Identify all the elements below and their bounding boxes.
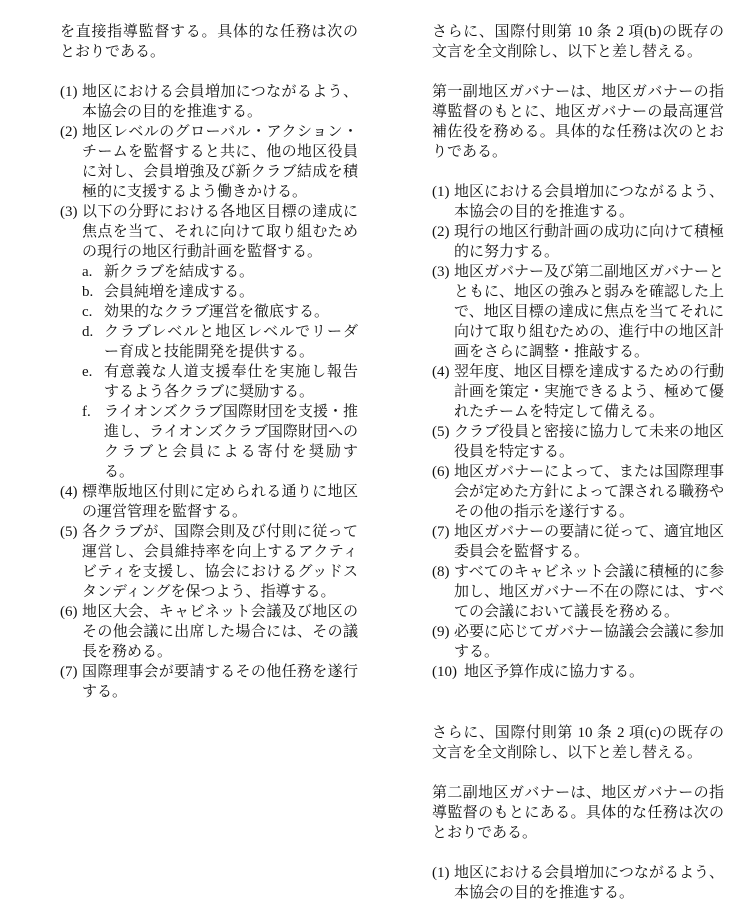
sub-item-label: c. — [82, 304, 93, 320]
item-number: (3) — [432, 264, 450, 280]
list-item — [60, 482, 358, 522]
item-text: すべてのキャビネット会議に積極的に参加し、地区ガバナー不在の際には、すべての会議において議長を務める。 — [454, 564, 724, 620]
item-number: (2) — [60, 124, 78, 140]
item-number: (1) — [432, 184, 450, 200]
list-item — [432, 562, 724, 622]
list-item — [432, 362, 724, 422]
list-item — [432, 522, 724, 562]
district-governor-duties-list — [60, 82, 358, 702]
sub-item-label: a. — [82, 264, 93, 280]
item-number: (10) — [432, 664, 457, 680]
sub-item-label: e. — [82, 364, 93, 380]
item-text: 各クラブが、国際会則及び付則に従って運営し、会員維持率を向上するアクティビティを支援し、協会におけるグッドスタンディングを保つよう、指導する。 — [82, 524, 358, 600]
amendment-b-paragraph: さらに、国際付則第 10 条 2 項(b)の既存の文言を全文削除し、以下と差し替える。 — [432, 24, 724, 60]
item-text: クラブ役員と密接に協力して未来の地区役員を特定する。 — [454, 424, 725, 460]
list-item — [432, 182, 724, 222]
item-number: (6) — [60, 604, 78, 620]
item-number: (7) — [60, 664, 78, 680]
list-item — [432, 863, 724, 903]
item-text: 地区ガバナー及び第二副地区ガバナーとともに、地区の強みと弱みを確認した上で、地区目標の達成に焦点を当てそれに向けて取り組むための、進行中の地区計画をさらに調整・推敲する。 — [454, 264, 725, 360]
list-item — [432, 462, 724, 522]
sublist-item — [60, 262, 358, 282]
sublist-item — [60, 322, 358, 362]
item-text: 必要に応じてガバナー協議会会議に参加する。 — [454, 624, 725, 660]
item-text: 翌年度、地区目標を達成するための行動計画を策定・実施できるよう、極めて優れたチームを特定して備える。 — [454, 364, 725, 420]
list-item — [432, 622, 724, 662]
sublist-item — [60, 302, 358, 322]
item-number: (3) — [60, 204, 78, 220]
list-item — [60, 82, 358, 122]
sub-item-text: 新クラブを結成する。 — [104, 264, 255, 280]
item-text: 地区大会、キャビネット会議及び地区のその他会議に出席した場合には、その議長を務める。 — [82, 604, 358, 660]
section-spacer — [432, 682, 724, 723]
second-vice-governor-duties-list — [432, 863, 724, 903]
item-text: 地区における会員増加につながるよう、本協会の目的を推進する。 — [454, 184, 724, 220]
list-item — [432, 262, 724, 362]
amendment-c-paragraph: さらに、国際付則第 10 条 2 項(c)の既存の文言を全文削除し、以下と差し替える。 — [432, 725, 724, 761]
sub-item-label: d. — [82, 324, 94, 340]
item-number: (1) — [432, 865, 450, 881]
second-vice-governor-intro: 第二副地区ガバナーは、地区ガバナーの指導監督のもとにある。具体的な任務は次のとおりである。 — [432, 785, 724, 841]
goal-areas-sublist — [60, 262, 358, 482]
item-text: 地区における会員増加につながるよう、本協会の目的を推進する。 — [454, 865, 724, 901]
sublist-item — [60, 362, 358, 402]
item-text: 地区予算作成に協力する。 — [464, 664, 645, 680]
list-item — [60, 202, 358, 482]
item-number: (9) — [432, 624, 450, 640]
item-text: 地区レベルのグローバル・アクション・チームを監督すると共に、他の地区役員に対し、会員増強及び新クラブ結成を積極的に支援するよう働きかける。 — [82, 124, 358, 200]
sub-item-text: 会員純増を達成する。 — [104, 284, 255, 300]
list-item — [60, 662, 358, 702]
sub-item-text: クラブレベルと地区レベルでリーダー育成と技能開発を提供する。 — [104, 324, 358, 360]
item-text: 地区ガバナーによって、または国際理事会が定めた方針によって課される職務やその他の指示を遂行する。 — [454, 464, 725, 520]
item-number: (1) — [60, 84, 78, 100]
item-number: (5) — [432, 424, 450, 440]
item-number: (6) — [432, 464, 450, 480]
item-number: (8) — [432, 564, 450, 580]
item-text: 国際理事会が要請するその他任務を遂行する。 — [82, 664, 358, 700]
list-item — [60, 122, 358, 202]
first-vice-governor-duties-list — [432, 182, 724, 682]
left-column — [60, 22, 358, 702]
item-number: (4) — [60, 484, 78, 500]
item-number: (7) — [432, 524, 450, 540]
item-number: (2) — [432, 224, 450, 240]
sub-item-text: 有意義な人道支援奉仕を実施し報告するよう各クラブに奨励する。 — [104, 364, 358, 400]
first-vice-governor-intro: 第一副地区ガバナーは、地区ガバナーの指導監督のもとに、地区ガバナーの最高運営補佐役を務める。具体的な任務は次のとおりである。 — [432, 84, 724, 160]
sub-item-label: f. — [82, 404, 91, 420]
sub-item-label: b. — [82, 284, 94, 300]
sublist-item — [60, 282, 358, 302]
item-text: 標準版地区付則に定められる通りに地区の運営管理を監督する。 — [82, 484, 358, 520]
list-item — [432, 422, 724, 462]
list-item — [60, 602, 358, 662]
item-number: (5) — [60, 524, 78, 540]
item-text: 地区における会員増加につながるよう、本協会の目的を推進する。 — [82, 84, 358, 120]
intro-paragraph: を直接指導監督する。具体的な任務は次のとおりである。 — [60, 24, 358, 60]
item-number: (4) — [432, 364, 450, 380]
item-text: 地区ガバナーの要請に従って、適宜地区委員会を監督する。 — [454, 524, 724, 560]
sub-item-text: ライオンズクラブ国際財団を支援・推進し、ライオンズクラブ国際財団へのクラブと会員による寄付を奨励する。 — [104, 404, 358, 480]
list-item — [432, 222, 724, 262]
sublist-item — [60, 402, 358, 482]
list-item — [432, 662, 724, 682]
item-text: 現行の地区行動計画の成功に向けて積極的に努力する。 — [454, 224, 725, 260]
right-column — [432, 22, 724, 903]
item-text: 以下の分野における各地区目標の達成に焦点を当て、それに向けて取り組むための現行の地区行動計画を監督する。 — [82, 204, 358, 260]
sub-item-text: 効果的なクラブ運営を徹底する。 — [104, 304, 330, 320]
list-item — [60, 522, 358, 602]
